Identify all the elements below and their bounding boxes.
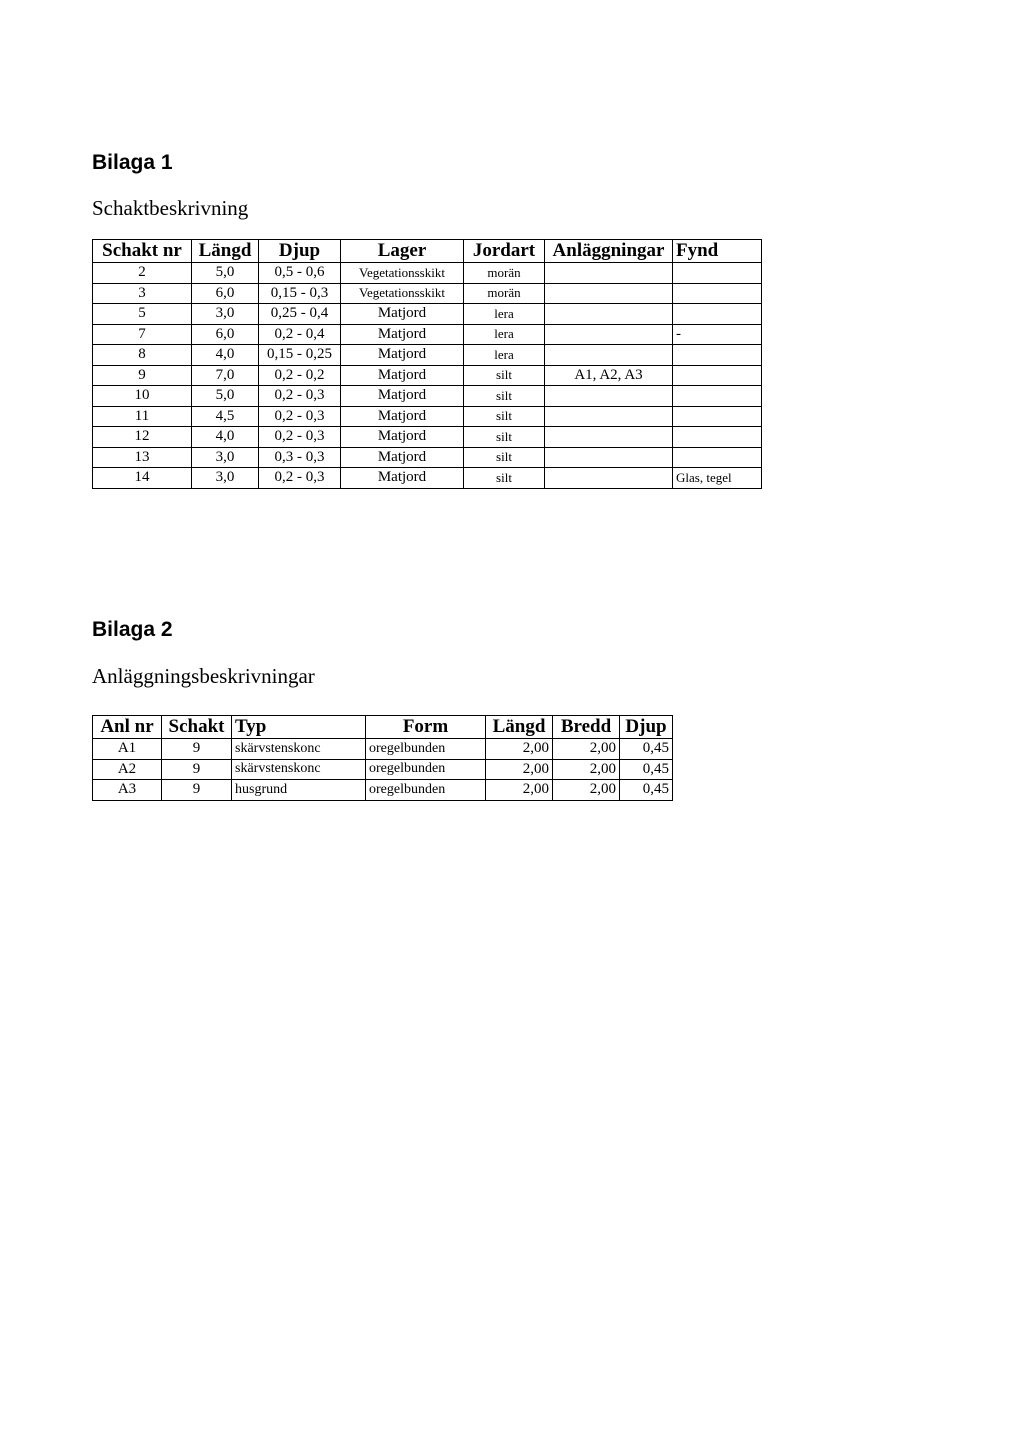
cell-lager: Matjord	[341, 324, 464, 345]
header-schakt: Schakt	[162, 716, 232, 739]
cell-typ: husgrund	[232, 780, 366, 801]
cell-langd: 5,0	[192, 263, 259, 284]
cell-fynd: Glas, tegel	[673, 468, 762, 489]
cell-jordart: silt	[464, 427, 545, 448]
cell-djup: 0,2 - 0,3	[259, 468, 341, 489]
cell-anl-nr: A1	[93, 739, 162, 760]
cell-langd: 2,00	[486, 739, 553, 760]
table-row	[93, 427, 762, 448]
cell-jordart: lera	[464, 304, 545, 325]
cell-anlaggningar	[545, 324, 673, 345]
cell-form: oregelbunden	[366, 739, 486, 760]
cell-langd: 2,00	[486, 780, 553, 801]
cell-fynd	[673, 365, 762, 386]
header-typ: Typ	[232, 716, 366, 739]
cell-jordart: lera	[464, 324, 545, 345]
cell-anlaggningar	[545, 427, 673, 448]
cell-schakt-nr: 7	[93, 324, 192, 345]
cell-fynd: -	[673, 324, 762, 345]
cell-fynd	[673, 406, 762, 427]
cell-schakt-nr: 14	[93, 468, 192, 489]
cell-anlaggningar	[545, 468, 673, 489]
cell-jordart: morän	[464, 283, 545, 304]
cell-jordart: silt	[464, 468, 545, 489]
table-row	[93, 468, 762, 489]
cell-djup: 0,5 - 0,6	[259, 263, 341, 284]
cell-schakt-nr: 11	[93, 406, 192, 427]
table-row	[93, 386, 762, 407]
cell-jordart: silt	[464, 365, 545, 386]
cell-anlaggningar	[545, 447, 673, 468]
table-row	[93, 324, 762, 345]
cell-langd: 3,0	[192, 447, 259, 468]
header-bredd: Bredd	[553, 716, 620, 739]
cell-schakt-nr: 13	[93, 447, 192, 468]
table-row	[93, 263, 762, 284]
cell-langd: 4,0	[192, 427, 259, 448]
header-schakt-nr: Schakt nr	[93, 240, 192, 263]
cell-langd: 4,5	[192, 406, 259, 427]
cell-jordart: lera	[464, 345, 545, 366]
cell-djup: 0,2 - 0,3	[259, 427, 341, 448]
header-anl-nr: Anl nr	[93, 716, 162, 739]
cell-schakt-nr: 2	[93, 263, 192, 284]
schakt-table-header-row	[93, 240, 762, 263]
cell-langd: 3,0	[192, 304, 259, 325]
cell-fynd	[673, 304, 762, 325]
cell-anl-nr: A3	[93, 780, 162, 801]
header-fynd: Fynd	[673, 240, 762, 263]
cell-djup: 0,45	[620, 759, 673, 780]
cell-langd: 3,0	[192, 468, 259, 489]
header-lager: Lager	[341, 240, 464, 263]
cell-lager: Matjord	[341, 406, 464, 427]
cell-schakt-nr: 8	[93, 345, 192, 366]
cell-anlaggningar	[545, 283, 673, 304]
table-row	[93, 365, 762, 386]
cell-lager: Matjord	[341, 447, 464, 468]
table-row	[93, 759, 673, 780]
cell-form: oregelbunden	[366, 780, 486, 801]
cell-anlaggningar	[545, 304, 673, 325]
cell-anlaggningar	[545, 406, 673, 427]
header-djup: Djup	[620, 716, 673, 739]
table-row	[93, 780, 673, 801]
cell-djup: 0,2 - 0,3	[259, 406, 341, 427]
cell-schakt-nr: 9	[93, 365, 192, 386]
cell-typ: skärvstenskonc	[232, 759, 366, 780]
cell-djup: 0,3 - 0,3	[259, 447, 341, 468]
anlaggning-table	[92, 715, 673, 801]
cell-schakt-nr: 3	[93, 283, 192, 304]
cell-jordart: silt	[464, 386, 545, 407]
header-langd: Längd	[192, 240, 259, 263]
header-form: Form	[366, 716, 486, 739]
bilaga1-heading: Bilaga 1	[92, 151, 173, 174]
bilaga2-subheading: Anläggningsbeskrivningar	[92, 664, 315, 688]
cell-jordart: silt	[464, 447, 545, 468]
cell-lager: Matjord	[341, 345, 464, 366]
cell-fynd	[673, 345, 762, 366]
cell-schakt: 9	[162, 739, 232, 760]
table-row	[93, 283, 762, 304]
cell-fynd	[673, 386, 762, 407]
header-djup: Djup	[259, 240, 341, 263]
table-row	[93, 406, 762, 427]
cell-djup: 0,2 - 0,4	[259, 324, 341, 345]
cell-bredd: 2,00	[553, 739, 620, 760]
cell-djup: 0,25 - 0,4	[259, 304, 341, 325]
cell-langd: 4,0	[192, 345, 259, 366]
table-row	[93, 447, 762, 468]
cell-djup: 0,45	[620, 780, 673, 801]
cell-bredd: 2,00	[553, 759, 620, 780]
schakt-table	[92, 239, 762, 489]
cell-anl-nr: A2	[93, 759, 162, 780]
header-anlaggningar: Anläggningar	[545, 240, 673, 263]
cell-djup: 0,45	[620, 739, 673, 760]
cell-schakt: 9	[162, 759, 232, 780]
cell-lager: Matjord	[341, 304, 464, 325]
cell-langd: 5,0	[192, 386, 259, 407]
cell-djup: 0,15 - 0,25	[259, 345, 341, 366]
anlaggning-table-header-row	[93, 716, 673, 739]
cell-djup: 0,2 - 0,3	[259, 386, 341, 407]
cell-lager: Vegetationsskikt	[341, 283, 464, 304]
cell-anlaggningar: A1, A2, A3	[545, 365, 673, 386]
cell-schakt-nr: 5	[93, 304, 192, 325]
cell-langd: 2,00	[486, 759, 553, 780]
cell-langd: 6,0	[192, 283, 259, 304]
cell-fynd	[673, 427, 762, 448]
cell-schakt: 9	[162, 780, 232, 801]
cell-djup: 0,15 - 0,3	[259, 283, 341, 304]
cell-langd: 6,0	[192, 324, 259, 345]
header-jordart: Jordart	[464, 240, 545, 263]
cell-fynd	[673, 283, 762, 304]
cell-anlaggningar	[545, 345, 673, 366]
cell-anlaggningar	[545, 386, 673, 407]
bilaga2-heading: Bilaga 2	[92, 618, 173, 641]
cell-lager: Matjord	[341, 365, 464, 386]
cell-lager: Matjord	[341, 427, 464, 448]
cell-fynd	[673, 263, 762, 284]
cell-fynd	[673, 447, 762, 468]
header-langd: Längd	[486, 716, 553, 739]
bilaga1-subheading: Schaktbeskrivning	[92, 196, 249, 220]
cell-anlaggningar	[545, 263, 673, 284]
cell-jordart: morän	[464, 263, 545, 284]
cell-langd: 7,0	[192, 365, 259, 386]
cell-lager: Matjord	[341, 386, 464, 407]
cell-form: oregelbunden	[366, 759, 486, 780]
cell-lager: Matjord	[341, 468, 464, 489]
cell-lager: Vegetationsskikt	[341, 263, 464, 284]
cell-bredd: 2,00	[553, 780, 620, 801]
cell-typ: skärvstenskonc	[232, 739, 366, 760]
cell-djup: 0,2 - 0,2	[259, 365, 341, 386]
table-row	[93, 345, 762, 366]
cell-schakt-nr: 10	[93, 386, 192, 407]
cell-jordart: silt	[464, 406, 545, 427]
table-row	[93, 739, 673, 760]
table-row	[93, 304, 762, 325]
cell-schakt-nr: 12	[93, 427, 192, 448]
